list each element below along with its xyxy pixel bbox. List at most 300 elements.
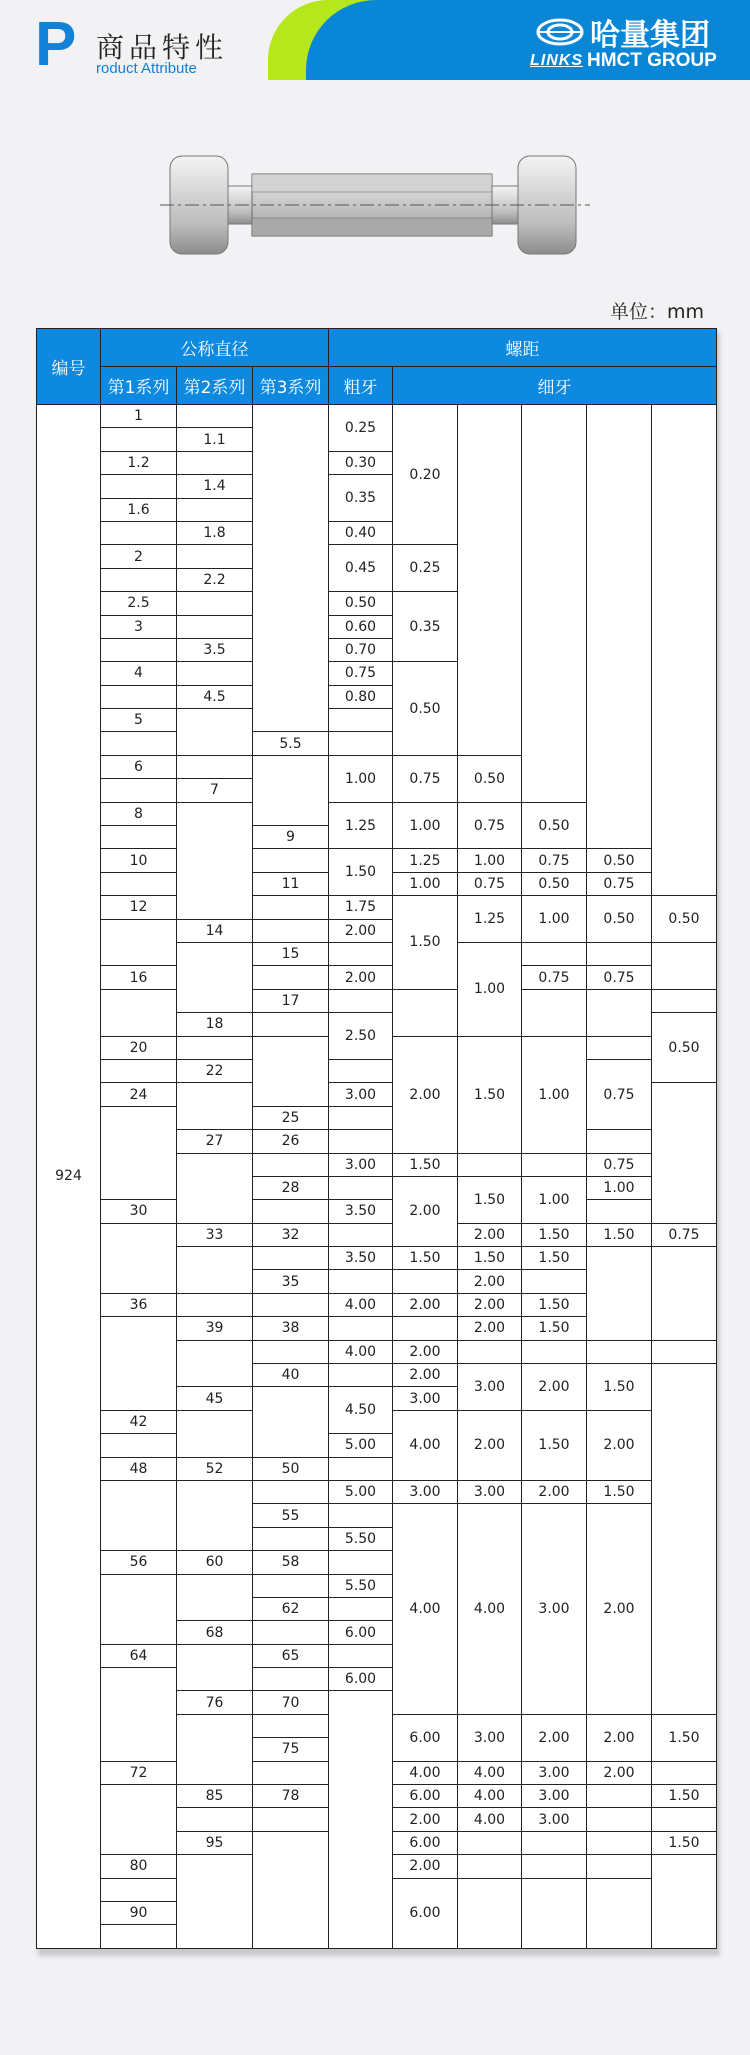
empty-cell <box>253 1480 329 1503</box>
coarse-cell: 0.50 <box>329 592 393 615</box>
fine4-cell <box>587 1808 652 1831</box>
fine2-cell: 4.00 <box>458 1761 522 1784</box>
fine1-cell: 1.50 <box>393 1153 458 1176</box>
col-header-nominal-diameter: 公称直径 <box>101 329 329 367</box>
fine1-cell: 2.00 <box>393 1176 458 1246</box>
empty-cell <box>101 1878 177 1901</box>
col-header-series-3: 第3系列 <box>253 367 329 405</box>
empty-cell <box>329 1176 393 1199</box>
empty-cell <box>329 1106 393 1129</box>
s3-cell: 11 <box>253 872 329 895</box>
s1-cell: 20 <box>101 1036 177 1059</box>
page-title: 商品特性 <box>96 31 229 64</box>
empty-cell <box>177 1714 253 1784</box>
empty-cell <box>101 685 177 708</box>
fine2-cell: 4.00 <box>458 1504 522 1715</box>
fine2-cell: 2.00 <box>458 1410 522 1480</box>
fine1-cell: 3.00 <box>393 1480 458 1503</box>
s2-cell: 85 <box>177 1785 253 1808</box>
empty-cell <box>101 475 177 498</box>
empty-cell <box>177 1808 253 1831</box>
empty-cell <box>587 405 652 849</box>
empty-cell <box>177 1083 253 1130</box>
fine3-cell: 3.00 <box>522 1785 587 1808</box>
fine2-cell: 4.00 <box>458 1785 522 1808</box>
fine3-cell: 0.75 <box>522 966 587 989</box>
empty-cell <box>177 802 253 919</box>
table-row <box>37 1200 717 1223</box>
table-row <box>37 849 717 872</box>
empty-cell <box>177 451 253 474</box>
s2-cell: 14 <box>177 919 253 942</box>
empty-cell <box>393 1317 458 1340</box>
empty-cell <box>652 1855 717 1949</box>
fine3-cell: 3.00 <box>522 1761 587 1784</box>
empty-cell <box>253 849 329 872</box>
spec-table-wrapper <box>36 328 716 1952</box>
empty-cell <box>652 1083 717 1223</box>
s2-cell: 27 <box>177 1130 253 1153</box>
empty-cell <box>101 732 177 755</box>
empty-cell <box>458 405 522 756</box>
empty-cell <box>587 1200 652 1223</box>
brand-name-cn: 哈量集团 <box>590 18 710 53</box>
empty-cell <box>587 1130 652 1153</box>
empty-cell <box>253 1200 329 1223</box>
empty-cell <box>329 1504 393 1527</box>
coarse-cell: 5.00 <box>329 1434 393 1457</box>
empty-cell <box>253 1808 329 1831</box>
empty-cell <box>253 919 329 942</box>
fine3-cell: 1.50 <box>522 1247 587 1270</box>
fine4-cell: 2.00 <box>587 1410 652 1480</box>
fine1-cell: 0.75 <box>393 755 458 802</box>
s1-cell: 1 <box>101 405 177 428</box>
empty-cell <box>101 428 177 451</box>
empty-cell <box>177 1153 253 1223</box>
page-subtitle: roduct Attribute <box>96 60 197 77</box>
empty-cell <box>587 1855 652 1878</box>
coarse-cell: 4.50 <box>329 1387 393 1434</box>
s2-cell: 1.4 <box>177 475 253 498</box>
coarse-cell: 4.00 <box>329 1340 393 1363</box>
fine1-cell: 1.50 <box>393 896 458 990</box>
fine4-cell: 1.50 <box>587 1223 652 1246</box>
empty-cell <box>177 709 253 756</box>
fine1-cell: 0.20 <box>393 405 458 545</box>
coarse-cell: 0.40 <box>329 521 393 544</box>
fine3-cell: 1.00 <box>522 1036 587 1153</box>
s3-cell: 28 <box>253 1176 329 1199</box>
empty-cell <box>522 1831 587 1854</box>
empty-cell <box>101 638 177 661</box>
empty-cell <box>253 405 329 732</box>
empty-cell <box>253 1527 329 1550</box>
empty-cell <box>101 568 177 591</box>
fine4-cell: 2.00 <box>587 1714 652 1761</box>
table-body <box>37 405 717 1949</box>
empty-cell <box>522 989 587 1036</box>
empty-cell <box>329 732 393 755</box>
col-header-fine: 细牙 <box>393 367 717 405</box>
empty-cell <box>458 1878 522 1948</box>
empty-cell <box>177 1480 253 1550</box>
s3-cell: 55 <box>253 1504 329 1527</box>
fine3-cell: 1.50 <box>522 1317 587 1340</box>
fine3-cell: 2.00 <box>522 1714 587 1761</box>
fine5-cell: 1.50 <box>652 1831 717 1854</box>
table-row <box>37 1059 717 1082</box>
empty-cell <box>587 1247 652 1341</box>
fine2-cell: 2.00 <box>458 1223 522 1246</box>
empty-cell <box>652 405 717 896</box>
empty-cell <box>177 405 253 428</box>
empty-cell <box>101 919 177 966</box>
s3-cell: 38 <box>253 1317 329 1340</box>
fine1-cell: 4.00 <box>393 1504 458 1715</box>
empty-cell <box>101 1785 177 1855</box>
s1-cell: 5 <box>101 709 177 732</box>
model-number-cell: 924 <box>37 405 101 1949</box>
empty-cell <box>652 989 717 1012</box>
col-header-series-2: 第2系列 <box>177 367 253 405</box>
coarse-cell: 3.00 <box>329 1153 393 1176</box>
fine1-cell: 2.00 <box>393 1808 458 1831</box>
unit-label: 单位：mm <box>609 301 704 323</box>
fine4-cell: 0.75 <box>587 872 652 895</box>
empty-cell <box>177 1247 253 1294</box>
empty-cell <box>253 1761 329 1784</box>
empty-cell <box>253 1013 329 1036</box>
fine2-cell: 1.50 <box>458 1176 522 1223</box>
fine2-cell: 1.25 <box>458 896 522 943</box>
fine4-cell: 2.00 <box>587 1504 652 1715</box>
s1-cell: 12 <box>101 896 177 919</box>
coarse-cell: 6.00 <box>329 1621 393 1644</box>
fine1-cell: 0.35 <box>393 592 458 662</box>
fine3-cell: 1.00 <box>522 896 587 943</box>
fine4-cell: 0.75 <box>587 1153 652 1176</box>
s3-cell: 62 <box>253 1597 329 1620</box>
fine2-cell: 2.00 <box>458 1293 522 1316</box>
fine4-cell <box>587 1831 652 1854</box>
s1-cell: 42 <box>101 1410 177 1433</box>
empty-cell <box>329 989 393 1012</box>
empty-cell <box>101 1668 177 1762</box>
fine1-cell: 4.00 <box>393 1761 458 1784</box>
coarse-cell: 1.00 <box>329 755 393 802</box>
s2-cell: 33 <box>177 1223 253 1246</box>
fine1-cell: 2.00 <box>393 1855 458 1878</box>
s3-cell: 65 <box>253 1644 329 1667</box>
empty-cell <box>101 1223 177 1293</box>
empty-cell <box>587 1036 652 1059</box>
empty-cell <box>177 545 253 568</box>
empty-cell <box>329 1597 393 1620</box>
s1-cell: 16 <box>101 966 177 989</box>
empty-cell <box>101 826 177 849</box>
fine1-cell: 6.00 <box>393 1831 458 1854</box>
empty-cell <box>177 615 253 638</box>
s2-cell: 45 <box>177 1387 253 1410</box>
empty-cell <box>177 662 253 685</box>
empty-cell <box>458 1831 522 1854</box>
empty-cell <box>652 1761 717 1784</box>
empty-cell <box>329 1059 393 1082</box>
empty-cell <box>522 1878 587 1948</box>
coarse-cell: 0.30 <box>329 451 393 474</box>
fine2-cell: 0.75 <box>458 872 522 895</box>
coarse-cell: 5.00 <box>329 1480 393 1503</box>
brand-links: LINKS <box>530 52 583 69</box>
page-header <box>0 0 750 80</box>
fine2-cell: 2.00 <box>458 1270 522 1293</box>
fine5-cell: 0.50 <box>652 896 717 943</box>
fine1-cell: 1.25 <box>393 849 458 872</box>
table-row <box>37 405 717 428</box>
s1-cell: 1.2 <box>101 451 177 474</box>
s1-cell: 64 <box>101 1644 177 1667</box>
coarse-cell: 1.75 <box>329 896 393 919</box>
empty-cell <box>329 1223 393 1246</box>
coarse-cell: 0.60 <box>329 615 393 638</box>
empty-cell <box>329 1317 393 1340</box>
fine3-cell: 3.00 <box>522 1504 587 1715</box>
empty-cell <box>329 1457 393 1480</box>
s3-cell: 9 <box>253 826 329 849</box>
empty-cell <box>522 1340 587 1363</box>
brand-name-en: HMCT GROUP <box>587 50 717 71</box>
empty-cell <box>253 755 329 825</box>
fine1-cell: 3.00 <box>393 1387 458 1410</box>
empty-cell <box>101 1480 177 1550</box>
fine2-cell: 0.75 <box>458 802 522 849</box>
coarse-cell: 0.45 <box>329 545 393 592</box>
s3-cell: 26 <box>253 1130 329 1153</box>
empty-cell <box>458 1855 522 1878</box>
fine4-cell: 1.50 <box>587 1364 652 1411</box>
empty-cell <box>329 1130 393 1153</box>
fine5-cell: 0.75 <box>652 1223 717 1246</box>
empty-cell <box>522 942 587 965</box>
empty-cell <box>458 1340 522 1363</box>
s1-cell: 90 <box>101 1902 177 1925</box>
s3-cell: 58 <box>253 1551 329 1574</box>
empty-cell <box>101 1434 177 1457</box>
fine4-cell: 2.00 <box>587 1761 652 1784</box>
fine3-cell: 0.50 <box>522 802 587 849</box>
fine2-cell: 3.00 <box>458 1364 522 1411</box>
coarse-cell: 3.50 <box>329 1200 393 1223</box>
fine1-cell: 1.50 <box>393 1247 458 1270</box>
fine1-cell: 1.00 <box>393 872 458 895</box>
empty-cell <box>101 1059 177 1082</box>
fine4-cell <box>587 1785 652 1808</box>
fine1-cell: 4.00 <box>393 1410 458 1480</box>
fine4-cell: 0.50 <box>587 896 652 943</box>
empty-cell <box>652 1808 717 1831</box>
fine3-cell: 0.50 <box>522 872 587 895</box>
fine3-cell: 3.00 <box>522 1808 587 1831</box>
table-row <box>37 966 717 989</box>
empty-cell <box>253 1714 329 1737</box>
empty-cell <box>177 1410 253 1457</box>
s3-cell: 25 <box>253 1106 329 1129</box>
s2-cell: 39 <box>177 1317 253 1340</box>
fine1-cell: 6.00 <box>393 1878 458 1948</box>
fine2-cell: 1.00 <box>458 849 522 872</box>
empty-cell <box>329 1364 393 1387</box>
s3-cell: 40 <box>253 1364 329 1387</box>
empty-cell <box>101 521 177 544</box>
empty-cell <box>329 709 393 732</box>
s3-cell: 75 <box>253 1738 329 1761</box>
empty-cell <box>253 1831 329 1948</box>
empty-cell <box>652 942 717 989</box>
fine2-cell: 1.00 <box>458 942 522 1036</box>
empty-cell <box>522 405 587 803</box>
s1-cell: 80 <box>101 1855 177 1878</box>
col-header-series-1: 第1系列 <box>101 367 177 405</box>
empty-cell <box>522 1855 587 1878</box>
s1-cell: 4 <box>101 662 177 685</box>
s1-cell: 8 <box>101 802 177 825</box>
empty-cell <box>177 942 253 1012</box>
fine4-cell: 1.50 <box>587 1480 652 1503</box>
empty-cell <box>329 1551 393 1574</box>
fine1-cell: 2.00 <box>393 1364 458 1387</box>
empty-cell <box>393 989 458 1036</box>
empty-cell <box>101 1574 177 1644</box>
empty-cell <box>253 1036 329 1106</box>
empty-cell <box>253 1247 329 1270</box>
empty-cell <box>587 989 652 1036</box>
empty-cell <box>522 1153 587 1176</box>
empty-cell <box>101 872 177 895</box>
s2-cell: 76 <box>177 1691 253 1714</box>
fine1-cell: 2.00 <box>393 1036 458 1153</box>
empty-cell <box>101 1925 177 1948</box>
fine1-cell: 6.00 <box>393 1714 458 1761</box>
empty-cell <box>177 1855 253 1949</box>
fine3-cell: 2.00 <box>522 1364 587 1411</box>
fine1-cell: 0.25 <box>393 545 458 592</box>
coarse-cell: 1.50 <box>329 849 393 896</box>
empty-cell <box>329 1691 393 1948</box>
table-row <box>37 989 717 1012</box>
s2-cell: 68 <box>177 1621 253 1644</box>
s3-cell: 35 <box>253 1270 329 1293</box>
fine4-cell: 0.50 <box>587 849 652 872</box>
fine2-cell: 0.50 <box>458 755 522 802</box>
s1-cell: 30 <box>101 1200 177 1223</box>
s1-cell: 1.6 <box>101 498 177 521</box>
empty-cell <box>253 966 329 989</box>
s1-cell: 2 <box>101 545 177 568</box>
empty-cell <box>329 1270 393 1293</box>
empty-cell <box>253 1621 329 1644</box>
s3-cell: 78 <box>253 1785 329 1808</box>
empty-cell <box>652 1364 717 1715</box>
s2-cell: 60 <box>177 1551 253 1574</box>
s3-cell: 15 <box>253 942 329 965</box>
table-row <box>37 1480 717 1503</box>
s3-cell: 5.5 <box>253 732 329 755</box>
empty-cell <box>177 755 253 778</box>
fine3-cell: 1.00 <box>522 1176 587 1223</box>
coarse-cell: 3.00 <box>329 1083 393 1106</box>
empty-cell <box>458 1153 522 1176</box>
s3-cell: 70 <box>253 1691 329 1714</box>
coarse-cell: 5.50 <box>329 1527 393 1550</box>
fine2-cell: 4.00 <box>458 1808 522 1831</box>
empty-cell <box>177 1644 253 1691</box>
s1-cell: 56 <box>101 1551 177 1574</box>
empty-cell <box>101 779 177 802</box>
fine5-cell: 1.50 <box>652 1785 717 1808</box>
fine2-cell: 1.50 <box>458 1036 522 1153</box>
empty-cell <box>177 1036 253 1059</box>
fine4-cell: 0.75 <box>587 966 652 989</box>
title-initial: P <box>35 10 77 79</box>
fine5-cell: 0.50 <box>652 1013 717 1083</box>
coarse-cell: 3.50 <box>329 1247 393 1270</box>
coarse-cell: 2.50 <box>329 1013 393 1060</box>
col-header-coarse: 粗牙 <box>329 367 393 405</box>
empty-cell <box>253 1293 329 1316</box>
s1-cell: 24 <box>101 1083 177 1106</box>
s1-cell: 2.5 <box>101 592 177 615</box>
empty-cell <box>253 896 329 919</box>
s2-cell: 1.8 <box>177 521 253 544</box>
empty-cell <box>177 1293 253 1316</box>
s2-cell: 2.2 <box>177 568 253 591</box>
coarse-cell: 2.00 <box>329 919 393 942</box>
s1-cell: 6 <box>101 755 177 778</box>
s3-cell: 32 <box>253 1223 329 1246</box>
coarse-cell: 2.00 <box>329 966 393 989</box>
empty-cell <box>329 1644 393 1667</box>
empty-cell <box>253 1668 329 1691</box>
table-row <box>37 1223 717 1246</box>
table-row <box>37 896 717 919</box>
empty-cell <box>253 1574 329 1597</box>
fine5-cell: 1.50 <box>652 1714 717 1761</box>
s1-cell: 36 <box>101 1293 177 1316</box>
empty-cell <box>652 1340 717 1363</box>
coarse-cell: 4.00 <box>329 1293 393 1316</box>
fine2-cell: 3.00 <box>458 1480 522 1503</box>
s3-cell: 17 <box>253 989 329 1012</box>
s2-cell: 4.5 <box>177 685 253 708</box>
empty-cell <box>522 1270 587 1293</box>
fine3-cell: 0.75 <box>522 849 587 872</box>
fine4-cell: 1.00 <box>587 1176 652 1199</box>
fine1-cell: 1.00 <box>393 802 458 849</box>
empty-cell <box>652 1247 717 1341</box>
fine1-cell: 2.00 <box>393 1340 458 1363</box>
empty-cell <box>177 592 253 615</box>
s2-cell: 18 <box>177 1013 253 1036</box>
empty-cell <box>253 1387 329 1457</box>
empty-cell <box>253 1340 329 1363</box>
s1-cell: 3 <box>101 615 177 638</box>
fine1-cell: 2.00 <box>393 1293 458 1316</box>
empty-cell <box>393 1270 458 1293</box>
coarse-cell: 0.70 <box>329 638 393 661</box>
empty-cell <box>177 1574 253 1621</box>
s3-cell: 50 <box>253 1457 329 1480</box>
